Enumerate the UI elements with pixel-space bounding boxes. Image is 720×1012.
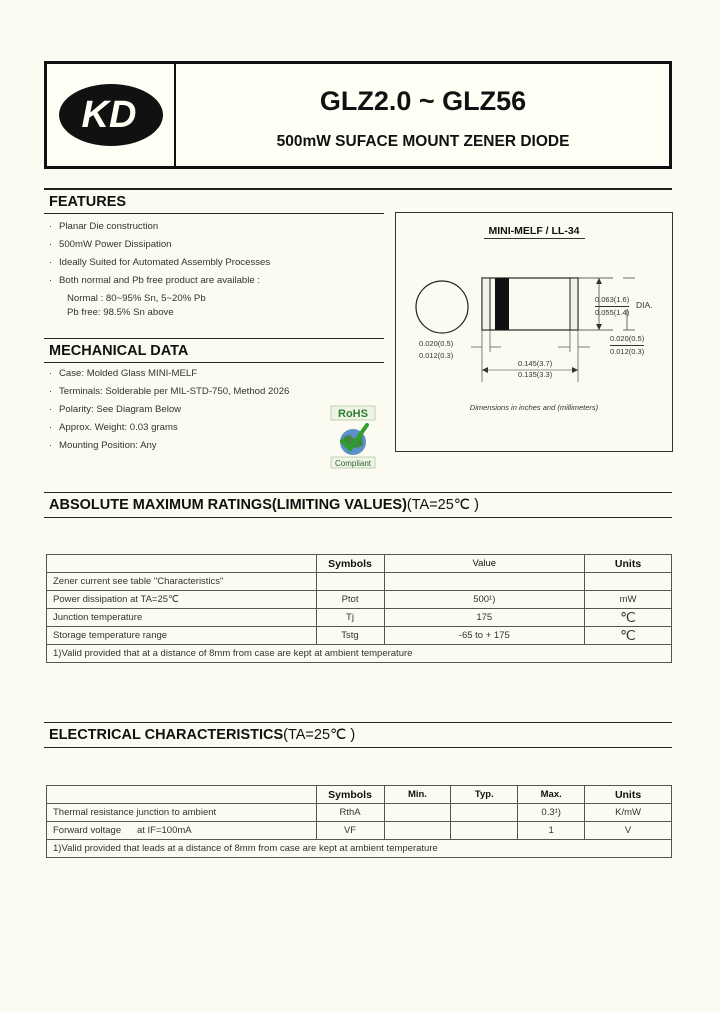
cathode-band	[495, 278, 509, 330]
length-dimension: 0.145(3.7) 0.135(3.3)	[518, 359, 553, 379]
dia-dimension	[595, 294, 629, 319]
feature-item: · 500mW Power Dissipation	[49, 239, 172, 250]
svg-text:Compliant: Compliant	[334, 459, 372, 468]
table-note-row: 1)Valid provided that leads at a distance of 8mm from case are kept at ambient temperature	[47, 840, 672, 858]
elec-top-rule	[44, 722, 672, 723]
elec-rule	[44, 747, 672, 748]
mechanical-top-rule	[44, 338, 384, 339]
feature-item: · Both normal and Pb free product are available :	[49, 275, 261, 286]
table-header-row: Symbols Value Units	[47, 555, 672, 573]
package-outline-svg	[395, 212, 673, 452]
right-end-cap	[570, 278, 578, 330]
mechanical-item: · Case: Molded Glass MINI-MELF	[49, 368, 198, 379]
table-row: Storage temperature range Tstg -65 to + 175 ℃	[47, 627, 672, 645]
table-row: Junction temperature Tj 175 ℃	[47, 609, 672, 627]
header-box	[44, 61, 672, 169]
dia-dimension-min: 0.055(1.4)	[595, 308, 630, 317]
table-row: Forward voltage at IF=100mA VF 1 V	[47, 822, 672, 840]
dia-dimension-max: 0.063(1.6)	[595, 294, 629, 307]
elec-table	[46, 785, 672, 858]
feature-item: · Planar Die construction	[49, 221, 159, 232]
features-rule	[44, 213, 384, 214]
package-title: MINI-MELF / LL-34	[488, 225, 580, 237]
end-dimension-right: 0.020(0.5) 0.012(0.3)	[610, 334, 645, 356]
top-rule	[44, 188, 672, 190]
abs-max-heading: ABSOLUTE MAXIMUM RATINGS(LIMITING VALUES)(TA=25℃ )	[49, 497, 479, 513]
abs-max-rule	[44, 517, 672, 518]
logo-text: KD	[81, 94, 137, 136]
left-end-cap	[482, 278, 490, 330]
feature-sub-item: Normal : 80~95% Sn, 5~20% Pb	[67, 293, 206, 304]
feature-item: · Ideally Suited for Automated Assembly Processes	[49, 257, 271, 268]
mechanical-heading: MECHANICAL DATA	[49, 343, 189, 359]
mechanical-item: · Mounting Position: Any	[49, 440, 157, 451]
end-dimension-left: 0.020(0.5) 0.012(0.3)	[419, 339, 454, 360]
features-heading: FEATURES	[49, 194, 127, 210]
mechanical-item: · Polarity: See Diagram Below	[49, 404, 182, 415]
table-row: Thermal resistance junction to ambient RthA 0.3¹) K/mW	[47, 804, 672, 822]
abs-max-top-rule	[44, 492, 672, 493]
table-header-row: Symbols Min. Typ. Max. Units	[47, 786, 672, 804]
page-title: GLZ2.0 ~ GLZ56	[319, 86, 527, 116]
abs-max-table	[46, 554, 672, 663]
svg-text:RoHS: RoHS	[338, 408, 368, 420]
header-divider	[174, 64, 176, 166]
mechanical-item: · Approx. Weight: 0.03 grams	[49, 422, 178, 433]
dia-label: DIA.	[636, 300, 653, 310]
table-note-row: 1)Valid provided that at a distance of 8mm from case are kept at ambient temperature	[47, 645, 672, 663]
end-view-circle	[416, 281, 468, 333]
elec-heading: ELECTRICAL CHARACTERISTICS(TA=25℃ )	[49, 727, 356, 743]
kd-logo	[57, 82, 165, 148]
rohs-badge	[330, 405, 376, 469]
table-row: Zener current see table "Characteristics"	[47, 573, 672, 591]
page-subtitle: 500mW SUFACE MOUNT ZENER DIODE	[276, 133, 570, 150]
table-row: Power dissipation at TA=25℃ Ptot 500¹) mW	[47, 591, 672, 609]
feature-sub-item: Pb free: 98.5% Sn above	[67, 307, 174, 318]
mechanical-rule	[44, 362, 384, 363]
mechanical-item: · Terminals: Solderable per MIL-STD-750, Method 2026	[49, 386, 290, 397]
package-note: Dimensions in inches and (millimeters)	[469, 403, 599, 412]
